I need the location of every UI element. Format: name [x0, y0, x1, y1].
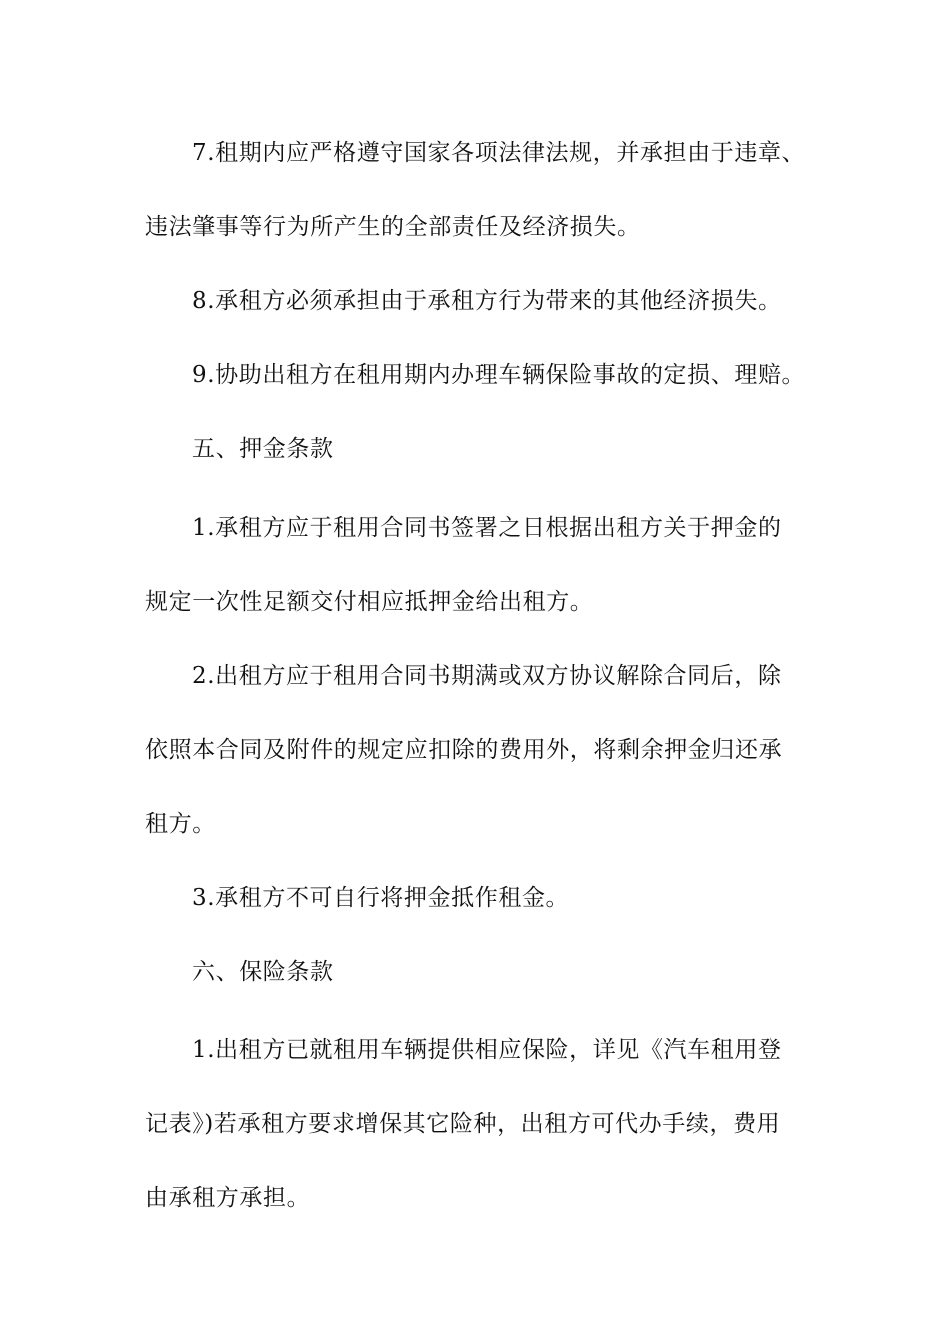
insurance-clause-1-line-2: 记表》)若承租方要求增保其它险种，出租方可代办手续，费用	[145, 1111, 781, 1137]
clause-7-line-1: 7.租期内应严格遵守国家各项法律法规，并承担由于违章、	[192, 140, 806, 166]
deposit-clause-2-line-2: 依照本合同及附件的规定应扣除的费用外，将剩余押金归还承	[145, 737, 783, 763]
clause-8: 8.承租方必须承担由于承租方行为带来的其他经济损失。	[192, 288, 782, 314]
section-heading-deposit: 五、押金条款	[192, 436, 334, 462]
clause-9: 9.协助出租方在租用期内办理车辆保险事故的定损、理赔。	[192, 362, 806, 388]
deposit-clause-2-line-3: 租方。	[145, 811, 216, 837]
deposit-clause-1-line-1: 1.承租方应于租用合同书签署之日根据出租方关于押金的	[192, 515, 782, 541]
deposit-clause-1-line-2: 规定一次性足额交付相应抵押金给出租方。	[145, 589, 594, 615]
deposit-clause-2-line-1: 2.出租方应于租用合同书期满或双方协议解除合同后，除	[192, 663, 782, 689]
section-heading-insurance: 六、保险条款	[192, 959, 334, 985]
deposit-clause-3: 3.承租方不可自行将押金抵作租金。	[192, 885, 570, 911]
insurance-clause-1-line-3: 由承租方承担。	[145, 1185, 311, 1211]
clause-7-line-2: 违法肇事等行为所产生的全部责任及经济损失。	[145, 214, 641, 240]
insurance-clause-1-line-1: 1.出租方已就租用车辆提供相应保险，详见《汽车租用登	[192, 1037, 782, 1063]
